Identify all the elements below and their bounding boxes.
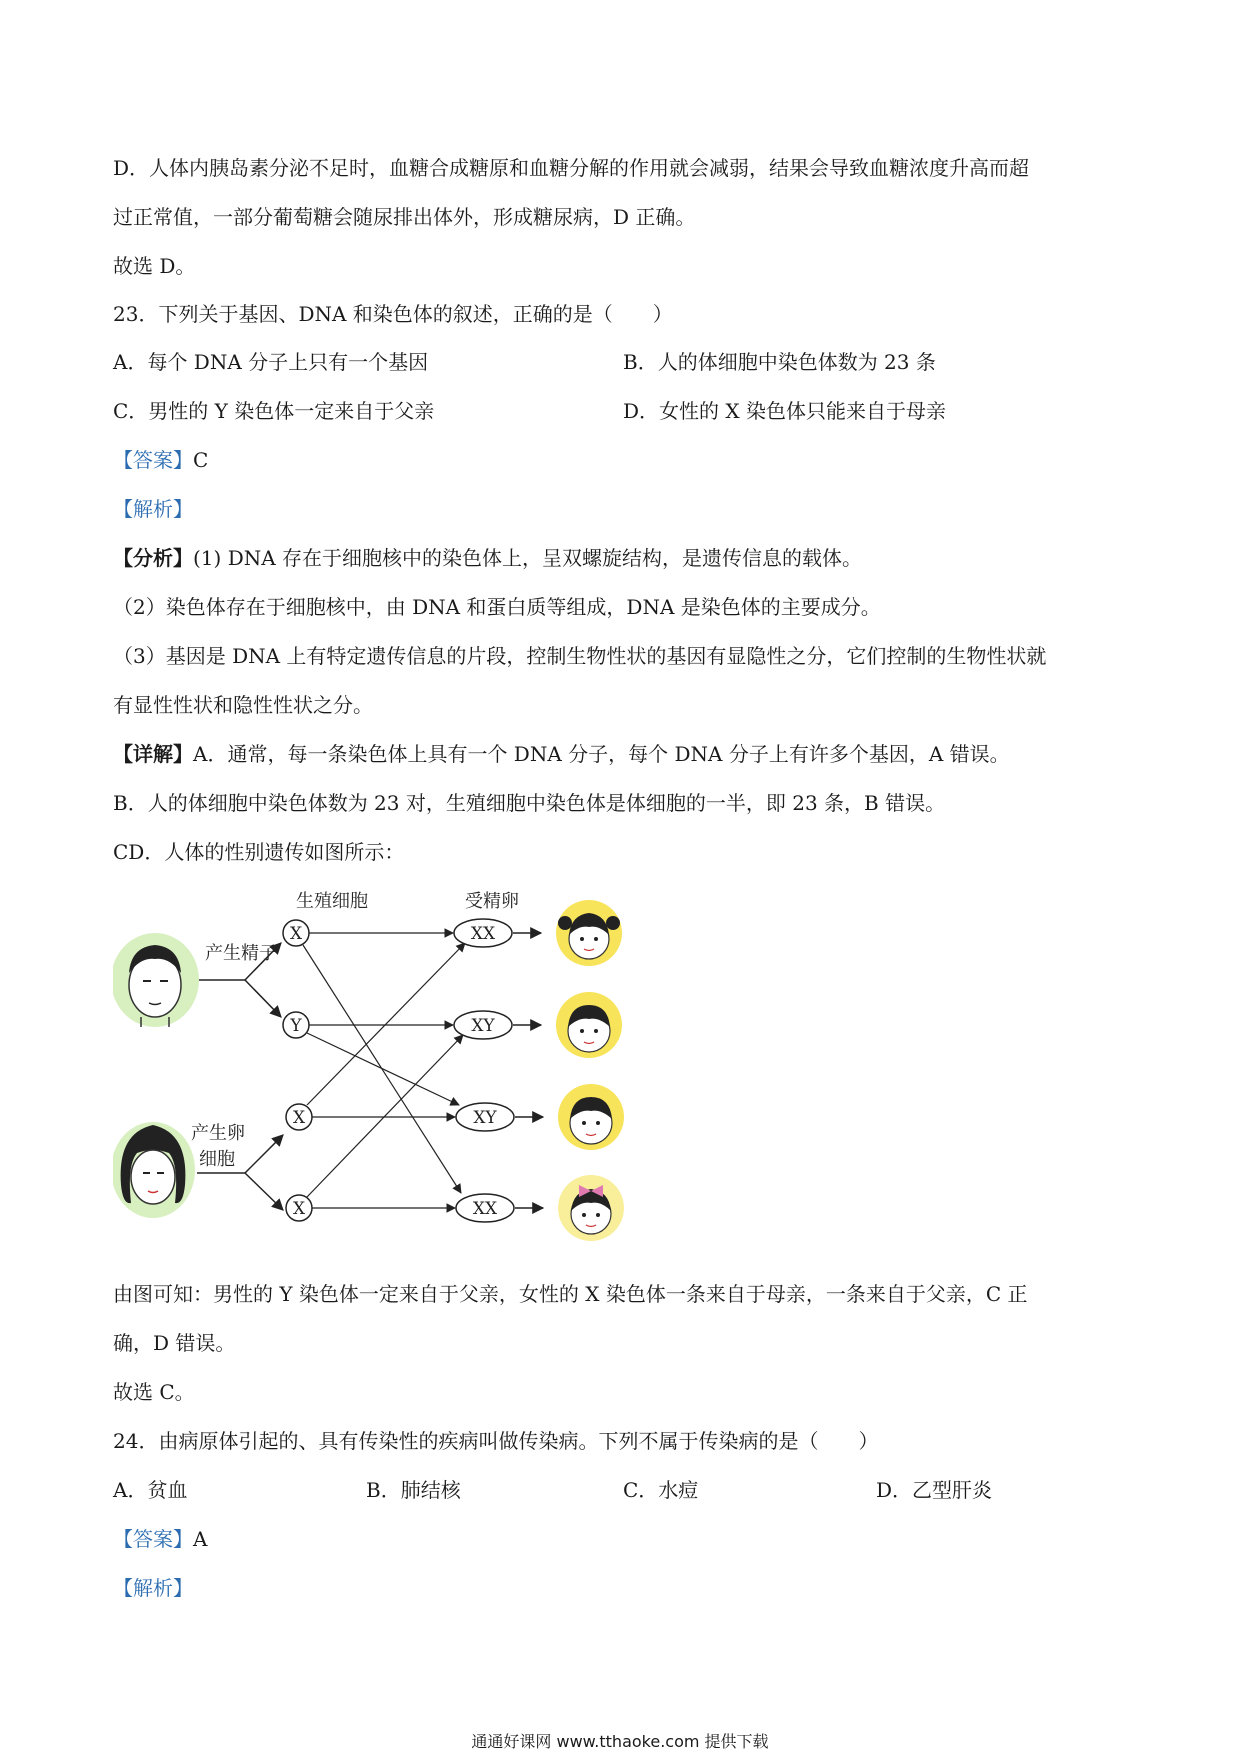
girl-face-icon <box>558 1175 624 1241</box>
q24-stem: 24．由病原体引起的、具有传染性的疾病叫做传染病。下列不属于传染病的是（ ） <box>113 1429 879 1453</box>
q23-fenxi-1 <box>113 544 862 572</box>
sperm-y: Y <box>290 1016 302 1036</box>
q23-xiangjie-cd: CD．人体的性别遗传如图所示： <box>113 840 405 864</box>
q23-fenxi-3b: 有显性性状和隐性性状之分。 <box>113 693 373 717</box>
xiangjie-tag: 【详解】 <box>113 742 193 766</box>
answer-value: C <box>193 448 209 472</box>
q23-fenxi-2: （2）染色体存在于细胞核中，由 DNA 和蛋白质等组成，DNA 是染色体的主要成分。 <box>113 595 881 619</box>
xiangjie-text-a: A．通常，每一条染色体上具有一个 DNA 分子，每个 DNA 分子上有许多个基因，A 错误。 <box>193 742 1010 766</box>
zygote-3: XY <box>473 1108 497 1128</box>
q23-option-c: C．男性的 Y 染色体一定来自于父亲 <box>113 399 435 423</box>
female-label-2: 细胞 <box>199 1149 235 1170</box>
q23-option-b: B．人的体细胞中染色体数为 23 条 <box>623 350 936 374</box>
father-face-icon <box>113 933 199 1027</box>
prev-option-d-line2: 过正常值，一部分葡萄糖会随尿排出体外，形成糖尿病，D 正确。 <box>113 205 696 229</box>
q23-conclusion-1: 由图可知：男性的 Y 染色体一定来自于父亲，女性的 X 染色体一条来自于母亲，一条来自于父亲，C 正 <box>113 1282 1028 1306</box>
answer-value: A <box>193 1527 208 1551</box>
q23-option-a: A．每个 DNA 分子上只有一个基因 <box>113 350 429 374</box>
q24-option-b: B．肺结核 <box>366 1478 461 1502</box>
answer-tag: 【答案】 <box>113 1527 193 1551</box>
egg-x-1: X <box>292 1108 306 1128</box>
q23-fenxi-3a: （3）基因是 DNA 上有特定遗传信息的片段，控制生物性状的基因有显隐性之分，它们控制的生物性状就 <box>113 644 1047 668</box>
page-footer: 通通好课网 www.tthaoke.com 提供下载 <box>471 1732 769 1751</box>
zygote-4: XX <box>472 1199 498 1219</box>
answer-tag: 【答案】 <box>113 448 193 472</box>
q23-final: 故选 C。 <box>113 1380 195 1404</box>
header-gamete: 生殖细胞 <box>296 891 368 912</box>
zygote-2: XY <box>471 1016 495 1036</box>
fenxi-text-1: (1) DNA 存在于细胞核中的染色体上，呈双螺旋结构，是遗传信息的载体。 <box>193 546 863 570</box>
analysis-tag: 【解析】 <box>113 1576 193 1600</box>
egg-x-2: X <box>292 1199 306 1219</box>
q23-answer <box>113 446 208 474</box>
q23-stem: 23．下列关于基因、DNA 和染色体的叙述，正确的是（ ） <box>113 302 673 326</box>
analysis-tag: 【解析】 <box>113 497 193 521</box>
boy-face-icon <box>556 992 622 1058</box>
q23-xiangjie-a <box>113 740 1010 768</box>
q24-option-a: A．贫血 <box>113 1478 188 1502</box>
q23-xiangjie-b: B．人的体细胞中染色体数为 23 对，生殖细胞中染色体是体细胞的一半，即 23 条，B 错误。 <box>113 791 946 815</box>
mother-face-icon <box>113 1122 195 1218</box>
boy-face-icon <box>558 1084 624 1150</box>
q23-conclusion-2: 确，D 错误。 <box>113 1331 236 1355</box>
q24-option-d: D．乙型肝炎 <box>876 1478 993 1502</box>
girl-face-icon <box>556 900 622 966</box>
prev-conclusion: 故选 D。 <box>113 254 196 278</box>
zygote-1: XX <box>470 924 496 944</box>
prev-option-d-line1: D．人体内胰岛素分泌不足时，血糖合成糖原和血糖分解的作用就会减弱，结果会导致血糖浓度升高而超 <box>113 156 1030 180</box>
header-zygote: 受精卵 <box>465 891 519 912</box>
q24-analysis <box>113 1574 193 1602</box>
female-label-1: 产生卵 <box>191 1123 245 1144</box>
q24-answer <box>113 1525 207 1553</box>
q23-analysis <box>113 495 193 523</box>
fenxi-tag: 【分析】 <box>113 546 193 570</box>
male-label: 产生精子 <box>205 943 277 964</box>
q24-option-c: C．水痘 <box>623 1478 699 1502</box>
q23-option-d: D．女性的 X 染色体只能来自于母亲 <box>623 399 946 423</box>
sperm-x: X <box>289 924 303 944</box>
sex-inheritance-diagram <box>113 885 653 1255</box>
